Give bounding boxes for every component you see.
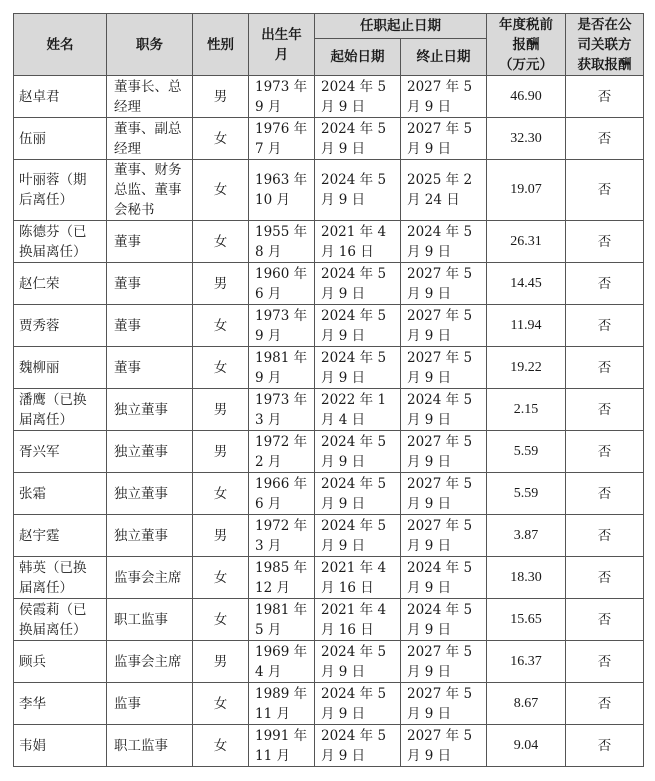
cell-name-text: 韩英（已换 届离任） [19, 559, 87, 596]
cell-gender [193, 160, 249, 221]
header-term: 任职起止日期 [315, 14, 487, 39]
header-end: 终止日期 [401, 39, 487, 76]
header-gender: 性别 [193, 14, 249, 76]
cell-name [14, 389, 107, 431]
cell-end-date [401, 76, 487, 118]
cell-birth [249, 599, 315, 641]
cell-related [566, 263, 644, 305]
cell-birth [249, 431, 315, 473]
cell-pay [487, 263, 566, 305]
cell-birth [249, 221, 315, 263]
cell-start-date [315, 263, 401, 305]
header-related: 是否在公 司关联方 获取报酬 [566, 14, 644, 76]
cell-pay-text: 32.30 [510, 130, 542, 146]
cell-position-text: 独立董事 [114, 485, 168, 502]
personnel-table [13, 13, 644, 767]
cell-pay-text: 46.90 [510, 88, 542, 104]
cell-gender-text: 女 [213, 485, 228, 502]
cell-gender-text: 女 [213, 695, 228, 712]
cell-end-date-text: 2027 年 5 月 9 日 [407, 475, 473, 512]
table-row [14, 263, 644, 305]
cell-pay-text: 5.59 [513, 443, 539, 459]
cell-gender [193, 725, 249, 767]
cell-gender [193, 76, 249, 118]
cell-end-date [401, 118, 487, 160]
cell-start-date [315, 76, 401, 118]
cell-start-date [315, 347, 401, 389]
cell-start-date-text: 2024 年 5 月 9 日 [321, 349, 387, 386]
cell-gender [193, 305, 249, 347]
header-position: 职务 [107, 14, 193, 76]
cell-gender-text: 女 [213, 569, 228, 586]
cell-related-text: 否 [597, 695, 612, 712]
cell-start-date [315, 305, 401, 347]
cell-related [566, 76, 644, 118]
cell-gender-text: 女 [213, 317, 228, 334]
cell-related-text: 否 [597, 130, 612, 147]
cell-birth-text: 1976 年 7 月 [255, 120, 308, 157]
cell-birth [249, 641, 315, 683]
cell-pay-text: 2.15 [513, 401, 539, 417]
cell-related-text: 否 [597, 401, 612, 418]
cell-position-text: 独立董事 [114, 527, 168, 544]
cell-position [107, 683, 193, 725]
cell-name [14, 431, 107, 473]
cell-birth-text: 1960 年 6 月 [255, 265, 308, 302]
cell-start-date [315, 725, 401, 767]
cell-birth [249, 160, 315, 221]
cell-pay-text: 26.31 [510, 233, 542, 249]
cell-related [566, 221, 644, 263]
cell-name [14, 473, 107, 515]
cell-related-text: 否 [597, 569, 612, 586]
table-row [14, 641, 644, 683]
cell-gender [193, 473, 249, 515]
cell-pay [487, 76, 566, 118]
cell-related [566, 118, 644, 160]
cell-name [14, 641, 107, 683]
cell-gender [193, 118, 249, 160]
cell-birth-text: 1969 年 4 月 [255, 643, 308, 680]
cell-name-text: 赵卓君 [19, 88, 60, 105]
cell-related-text: 否 [597, 317, 612, 334]
cell-pay [487, 118, 566, 160]
cell-end-date-text: 2027 年 5 月 9 日 [407, 727, 473, 764]
table-row [14, 557, 644, 599]
cell-position [107, 160, 193, 221]
cell-position [107, 599, 193, 641]
cell-gender-text: 男 [213, 527, 228, 544]
cell-related-text: 否 [597, 443, 612, 460]
table-row [14, 347, 644, 389]
cell-end-date-text: 2027 年 5 月 9 日 [407, 685, 473, 722]
cell-end-date-text: 2027 年 5 月 9 日 [407, 349, 473, 386]
cell-name [14, 515, 107, 557]
cell-position [107, 305, 193, 347]
cell-end-date [401, 160, 487, 221]
cell-position-text: 董事、副总 经理 [114, 120, 182, 157]
cell-birth-text: 1981 年 5 月 [255, 601, 308, 638]
cell-related-text: 否 [597, 359, 612, 376]
cell-birth-text: 1955 年 8 月 [255, 223, 308, 260]
header-birth: 出生年 月 [249, 14, 315, 76]
cell-pay-text: 19.07 [510, 182, 542, 197]
cell-birth [249, 557, 315, 599]
cell-birth-text: 1963 年 10 月 [255, 172, 308, 208]
cell-pay-text: 3.87 [513, 527, 539, 543]
cell-gender-text: 男 [213, 443, 228, 460]
cell-name-text: 侯霞莉（已 换届离任） [19, 601, 87, 638]
cell-position [107, 389, 193, 431]
cell-birth [249, 263, 315, 305]
cell-position [107, 347, 193, 389]
cell-end-date-text: 2027 年 5 月 9 日 [407, 120, 473, 157]
cell-position [107, 641, 193, 683]
cell-end-date [401, 683, 487, 725]
table-row [14, 76, 644, 118]
cell-related-text: 否 [597, 527, 612, 544]
cell-related [566, 515, 644, 557]
cell-pay-text: 15.65 [510, 611, 542, 627]
cell-start-date-text: 2021 年 4 月 16 日 [321, 601, 387, 638]
cell-name [14, 305, 107, 347]
cell-start-date [315, 160, 401, 221]
cell-gender [193, 347, 249, 389]
cell-start-date-text: 2024 年 5 月 9 日 [321, 727, 387, 764]
cell-end-date-text: 2027 年 5 月 9 日 [407, 433, 473, 470]
cell-gender [193, 557, 249, 599]
cell-name [14, 221, 107, 263]
cell-name-text: 顾兵 [19, 653, 46, 670]
cell-start-date-text: 2024 年 5 月 9 日 [321, 685, 387, 722]
cell-gender-text: 女 [213, 611, 228, 628]
cell-name [14, 263, 107, 305]
table-row [14, 305, 644, 347]
cell-related-text: 否 [597, 182, 612, 198]
cell-end-date [401, 221, 487, 263]
cell-position-text: 监事 [114, 695, 141, 712]
cell-name-text: 叶丽蓉（期 后离任） [19, 172, 87, 208]
cell-birth-text: 1972 年 2 月 [255, 433, 308, 470]
cell-birth [249, 118, 315, 160]
cell-pay-text: 18.30 [510, 569, 542, 585]
cell-position [107, 431, 193, 473]
cell-gender [193, 263, 249, 305]
cell-related [566, 160, 644, 221]
cell-position-text: 监事会主席 [114, 569, 182, 586]
cell-position-text: 董事 [114, 359, 141, 376]
cell-start-date [315, 389, 401, 431]
cell-pay-text: 16.37 [510, 653, 542, 669]
cell-birth-text: 1973 年 9 月 [255, 307, 308, 344]
cell-pay [487, 515, 566, 557]
cell-birth-text: 1973 年 3 月 [255, 391, 308, 428]
cell-start-date-text: 2021 年 4 月 16 日 [321, 223, 387, 260]
cell-pay [487, 473, 566, 515]
cell-name-text: 潘鹰（已换 届离任） [19, 391, 87, 428]
cell-pay [487, 305, 566, 347]
cell-gender-text: 女 [213, 737, 228, 754]
cell-name [14, 118, 107, 160]
cell-pay [487, 389, 566, 431]
cell-end-date [401, 725, 487, 767]
cell-birth-text: 1981 年 9 月 [255, 349, 308, 386]
cell-position-text: 董事 [114, 233, 141, 250]
cell-pay [487, 160, 566, 221]
cell-name-text: 赵仁荣 [19, 275, 60, 292]
cell-related [566, 557, 644, 599]
header-start: 起始日期 [315, 39, 401, 76]
cell-birth [249, 683, 315, 725]
cell-birth [249, 389, 315, 431]
cell-pay [487, 725, 566, 767]
cell-birth-text: 1991 年 11 月 [255, 727, 308, 764]
cell-birth-text: 1972 年 3 月 [255, 517, 308, 554]
cell-start-date [315, 683, 401, 725]
cell-pay [487, 683, 566, 725]
cell-name-text: 赵宇霆 [19, 527, 60, 544]
cell-name [14, 683, 107, 725]
cell-position-text: 董事、财务 总监、董事 会秘书 [114, 162, 182, 218]
cell-end-date-text: 2027 年 5 月 9 日 [407, 643, 473, 680]
cell-position [107, 725, 193, 767]
cell-name-text: 伍丽 [19, 130, 46, 147]
cell-pay-text: 9.04 [513, 737, 539, 753]
cell-name [14, 76, 107, 118]
cell-related [566, 305, 644, 347]
cell-pay [487, 431, 566, 473]
cell-birth [249, 347, 315, 389]
cell-pay-text: 11.94 [510, 317, 542, 333]
cell-birth [249, 76, 315, 118]
cell-name [14, 725, 107, 767]
cell-position [107, 515, 193, 557]
cell-birth [249, 515, 315, 557]
cell-name [14, 160, 107, 221]
cell-end-date-text: 2024 年 5 月 9 日 [407, 601, 473, 638]
cell-start-date-text: 2024 年 5 月 9 日 [321, 475, 387, 512]
table-row [14, 515, 644, 557]
cell-birth [249, 473, 315, 515]
cell-related-text: 否 [597, 611, 612, 628]
cell-position-text: 监事会主席 [114, 653, 182, 670]
cell-start-date-text: 2024 年 5 月 9 日 [321, 172, 387, 208]
cell-related [566, 431, 644, 473]
table-row [14, 599, 644, 641]
table-row [14, 160, 644, 221]
cell-end-date-text: 2027 年 5 月 9 日 [407, 265, 473, 302]
cell-start-date-text: 2024 年 5 月 9 日 [321, 265, 387, 302]
cell-start-date-text: 2024 年 5 月 9 日 [321, 78, 387, 115]
cell-end-date [401, 305, 487, 347]
cell-pay-text: 8.67 [513, 695, 539, 711]
cell-gender-text: 女 [213, 233, 228, 250]
cell-pay [487, 221, 566, 263]
cell-position [107, 76, 193, 118]
cell-start-date [315, 599, 401, 641]
cell-birth-text: 1985 年 12 月 [255, 559, 308, 596]
cell-end-date [401, 389, 487, 431]
cell-birth [249, 725, 315, 767]
cell-start-date [315, 118, 401, 160]
cell-start-date [315, 641, 401, 683]
cell-name-text: 陈德芬（已 换届离任） [19, 223, 87, 260]
cell-pay [487, 347, 566, 389]
cell-position [107, 118, 193, 160]
cell-end-date-text: 2024 年 5 月 9 日 [407, 391, 473, 428]
table-row [14, 683, 644, 725]
cell-name-text: 韦娟 [19, 737, 46, 754]
cell-related-text: 否 [597, 233, 612, 250]
cell-pay [487, 599, 566, 641]
cell-birth [249, 305, 315, 347]
cell-end-date-text: 2025 年 2 月 24 日 [407, 172, 473, 208]
cell-related-text: 否 [597, 275, 612, 292]
cell-position [107, 557, 193, 599]
cell-start-date [315, 515, 401, 557]
cell-gender-text: 男 [213, 275, 228, 292]
cell-pay-text: 5.59 [513, 485, 539, 501]
cell-related [566, 473, 644, 515]
cell-start-date-text: 2024 年 5 月 9 日 [321, 643, 387, 680]
cell-pay [487, 557, 566, 599]
cell-position [107, 473, 193, 515]
cell-end-date [401, 515, 487, 557]
cell-related [566, 641, 644, 683]
header-name: 姓名 [14, 14, 107, 76]
cell-birth-text: 1973 年 9 月 [255, 78, 308, 115]
cell-start-date-text: 2024 年 5 月 9 日 [321, 120, 387, 157]
cell-gender [193, 599, 249, 641]
cell-name [14, 347, 107, 389]
cell-gender [193, 389, 249, 431]
cell-related-text: 否 [597, 485, 612, 502]
cell-start-date [315, 557, 401, 599]
cell-birth-text: 1966 年 6 月 [255, 475, 308, 512]
cell-end-date-text: 2024 年 5 月 9 日 [407, 559, 473, 596]
cell-gender-text: 男 [213, 401, 228, 418]
cell-start-date-text: 2021 年 4 月 16 日 [321, 559, 387, 596]
cell-end-date [401, 347, 487, 389]
cell-gender [193, 683, 249, 725]
cell-end-date [401, 431, 487, 473]
cell-related [566, 347, 644, 389]
cell-name-text: 魏柳丽 [19, 359, 60, 376]
table-row [14, 431, 644, 473]
cell-gender-text: 女 [213, 359, 228, 376]
cell-end-date [401, 473, 487, 515]
table-row [14, 473, 644, 515]
cell-end-date [401, 557, 487, 599]
cell-related-text: 否 [597, 653, 612, 670]
table-row [14, 118, 644, 160]
cell-end-date-text: 2027 年 5 月 9 日 [407, 517, 473, 554]
header-pay: 年度税前 报酬 （万元） [487, 14, 566, 76]
cell-gender-text: 女 [213, 130, 228, 147]
cell-end-date-text: 2027 年 5 月 9 日 [407, 78, 473, 115]
cell-start-date [315, 473, 401, 515]
cell-gender-text: 男 [213, 88, 228, 105]
cell-position [107, 263, 193, 305]
cell-position-text: 职工监事 [114, 611, 168, 628]
cell-pay-text: 14.45 [510, 275, 542, 291]
cell-name-text: 张霜 [19, 485, 46, 502]
cell-start-date-text: 2022 年 1 月 4 日 [321, 391, 387, 428]
cell-end-date-text: 2024 年 5 月 9 日 [407, 223, 473, 260]
cell-position-text: 独立董事 [114, 443, 168, 460]
cell-position [107, 221, 193, 263]
cell-name-text: 贾秀蓉 [19, 317, 60, 334]
cell-gender [193, 431, 249, 473]
cell-related [566, 683, 644, 725]
cell-name [14, 599, 107, 641]
cell-related [566, 599, 644, 641]
table-row [14, 725, 644, 767]
cell-start-date [315, 431, 401, 473]
cell-related-text: 否 [597, 88, 612, 105]
cell-end-date [401, 599, 487, 641]
cell-position-text: 独立董事 [114, 401, 168, 418]
cell-related [566, 389, 644, 431]
cell-name-text: 李华 [19, 695, 46, 712]
cell-gender [193, 641, 249, 683]
cell-gender-text: 男 [213, 653, 228, 670]
cell-start-date-text: 2024 年 5 月 9 日 [321, 433, 387, 470]
cell-pay [487, 641, 566, 683]
table-row [14, 221, 644, 263]
cell-related [566, 725, 644, 767]
cell-gender-text: 女 [213, 182, 228, 198]
cell-related-text: 否 [597, 737, 612, 754]
cell-end-date [401, 641, 487, 683]
cell-name-text: 胥兴军 [19, 443, 60, 460]
cell-birth-text: 1989 年 11 月 [255, 685, 308, 722]
cell-name [14, 557, 107, 599]
cell-position-text: 职工监事 [114, 737, 168, 754]
cell-pay-text: 19.22 [510, 359, 542, 375]
table-body [14, 76, 644, 767]
cell-start-date-text: 2024 年 5 月 9 日 [321, 307, 387, 344]
cell-position-text: 董事 [114, 317, 141, 334]
table-row [14, 389, 644, 431]
cell-gender [193, 221, 249, 263]
cell-position-text: 董事长、总 经理 [114, 78, 182, 115]
table-container [13, 13, 644, 767]
cell-end-date [401, 263, 487, 305]
cell-start-date [315, 221, 401, 263]
cell-end-date-text: 2027 年 5 月 9 日 [407, 307, 473, 344]
cell-start-date-text: 2024 年 5 月 9 日 [321, 517, 387, 554]
cell-gender [193, 515, 249, 557]
cell-position-text: 董事 [114, 275, 141, 292]
